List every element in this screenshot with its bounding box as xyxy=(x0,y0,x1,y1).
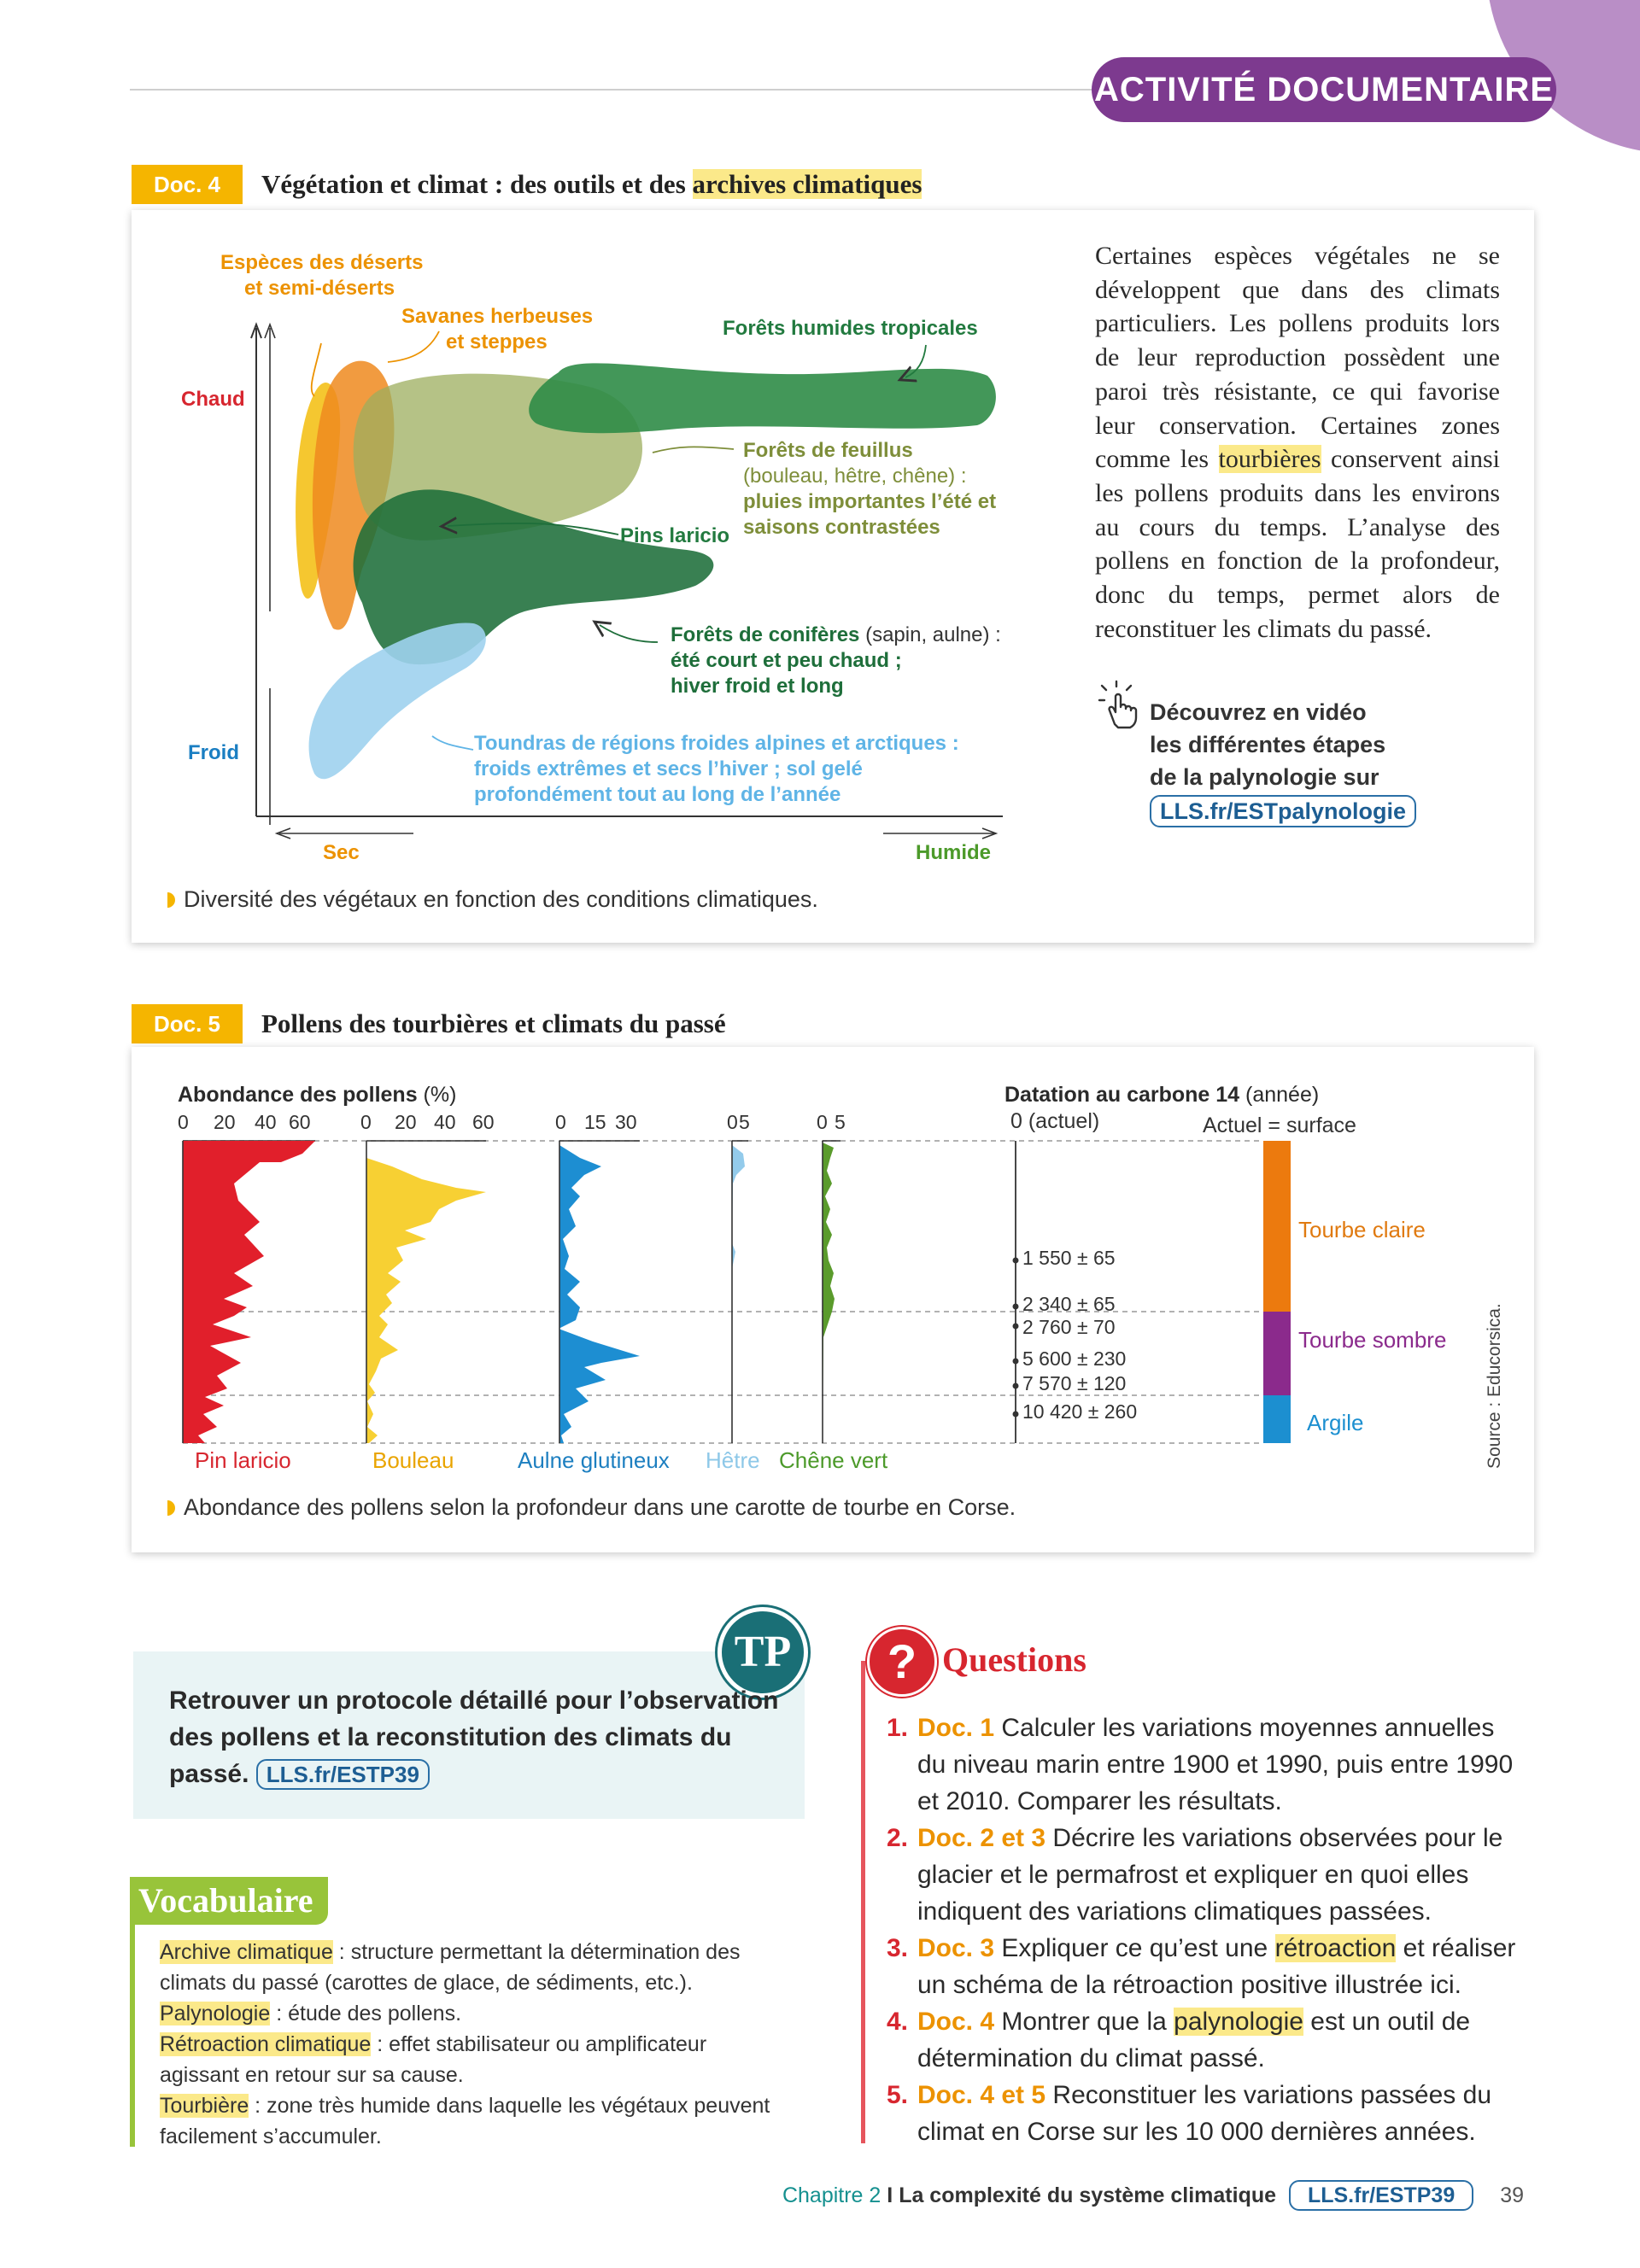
footer-chapter: Chapitre 2 xyxy=(782,2183,882,2207)
species-pin-laricio: Pin laricio xyxy=(195,1447,291,1473)
video-click-icon xyxy=(1098,680,1144,729)
vocab-item: Palynologie : étude des pollens. xyxy=(160,2002,462,2025)
pollen-diagram xyxy=(132,1132,1413,1448)
doc5-caption: Abondance des pollens selon la profondeur dans une carotte de tourbe en Corse. xyxy=(167,1493,1016,1522)
tick-aulne-0: 0 xyxy=(555,1111,566,1133)
vocabulaire-list xyxy=(160,1937,775,2152)
doc4-title: Végétation et climat : des outils et des archives climatiques xyxy=(261,169,922,199)
questions-list xyxy=(887,1710,1529,2150)
label-toundras-1: Toundras de régions froides alpines et arctiques : xyxy=(474,732,959,755)
species-hetre: Hêtre xyxy=(706,1447,760,1473)
pollen-curve-bouleau xyxy=(366,1141,486,1443)
tp-text: Retrouver un protocole détaillé pour l’observation des pollens et la reconstitution des climats du passé. LLS.fr/ESTP39 xyxy=(169,1686,779,1788)
axis-label-sec: Sec xyxy=(323,841,360,864)
palynologie-video-link[interactable]: LLS.fr/ESTpalynologie xyxy=(1150,795,1416,827)
questions-bar xyxy=(861,1661,865,2143)
footer-separator: I xyxy=(887,2183,893,2207)
tick-hetre-0: 0 xyxy=(727,1111,738,1133)
label-savanes-1: Savanes herbeuses xyxy=(401,305,594,328)
tick-pin-40: 40 xyxy=(255,1111,277,1133)
date-2760: 2 760 ± 70 xyxy=(1022,1316,1116,1338)
layer-tourbe-sombre: Tourbe sombre xyxy=(1298,1327,1447,1353)
surface-label: Actuel = surface xyxy=(1203,1114,1356,1137)
doc4-tab: Doc. 4 xyxy=(132,165,243,204)
video-line-2: les différentes étapes xyxy=(1150,732,1386,757)
label-coniferes-1: Forêts de conifères (sapin, aulne) : xyxy=(671,623,1001,646)
tp-link[interactable]: LLS.fr/ESTP39 xyxy=(256,1759,430,1790)
species-chene-vert: Chêne vert xyxy=(779,1447,888,1473)
label-deserts-1: Espèces des déserts xyxy=(220,251,424,274)
video-line-3: de la palynologie sur xyxy=(1150,764,1379,790)
doc4-title-highlight: archives climatiques xyxy=(692,169,922,199)
date-2340: 2 340 ± 65 xyxy=(1022,1293,1116,1315)
page-number: 39 xyxy=(1500,2183,1524,2207)
question-item: 5. Doc. 4 et 5 Reconstituer les variations passées du climat en Corse sur les 10 000 dernières années. xyxy=(887,2081,1492,2146)
vocab-item: Tourbière : zone très humide dans laquelle les végétaux peuvent facilement s’accumuler. xyxy=(160,2094,770,2148)
pollen-curve-pin-laricio xyxy=(183,1141,315,1443)
video-callout xyxy=(1150,696,1416,827)
tick-chene-0: 0 xyxy=(817,1111,828,1133)
label-toundras-2: froids extrêmes et secs l’hiver ; sol gelé xyxy=(474,757,863,780)
date-10420: 10 420 ± 260 xyxy=(1022,1400,1138,1423)
doc5-tab: Doc. 5 xyxy=(132,1004,243,1043)
label-pins-laricio: Pins laricio xyxy=(620,524,730,547)
doc4-caption: Diversité des végétaux en fonction des conditions climatiques. xyxy=(167,885,818,914)
date-5600: 5 600 ± 230 xyxy=(1022,1347,1127,1370)
doc4-paragraph: Certaines espèces végétales ne se développent que dans des climats particuliers. Les pollens produits lors de leur reproduction possèdent une paroi très résistante, ce qui favorise leur conservation. Certaines zones comme les tourbières conservent ainsi les pollens produits dans les environs au cours du temps. L’analyse des pollens en fonction de la profondeur, donc du temps, permet alors de reconstituer les climats du passé. xyxy=(1095,242,1500,643)
species-bouleau: Bouleau xyxy=(372,1447,454,1473)
tick-bouleau-40: 40 xyxy=(434,1111,456,1133)
label-deserts-2: et semi-déserts xyxy=(244,277,395,300)
label-coniferes-3: hiver froid et long xyxy=(671,675,844,698)
label-tropicales: Forêts humides tropicales xyxy=(723,317,978,340)
header-rule xyxy=(130,89,1095,91)
pollen-curve-hetre xyxy=(732,1141,745,1443)
tp-badge: TP xyxy=(718,1607,808,1698)
tick-bouleau-20: 20 xyxy=(395,1111,417,1133)
page-footer xyxy=(782,2180,1524,2211)
tick-pin-60: 60 xyxy=(289,1111,311,1133)
label-coniferes-2: été court et peu chaud ; xyxy=(671,649,902,672)
tick-pin-0: 0 xyxy=(178,1111,189,1133)
tick-aulne-30: 30 xyxy=(615,1111,637,1133)
axis-label-chaud: Chaud xyxy=(181,388,245,411)
layer-tourbe-claire: Tourbe claire xyxy=(1298,1217,1426,1242)
tick-chene-5: 5 xyxy=(835,1111,846,1133)
footer-link[interactable]: LLS.fr/ESTP39 xyxy=(1289,2180,1473,2211)
pollen-curve-chene-vert xyxy=(823,1141,835,1443)
dating-title: Datation au carbone 14 (année) xyxy=(1004,1083,1320,1107)
tick-bouleau-60: 60 xyxy=(472,1111,495,1133)
dating-zero: 0 (actuel) xyxy=(1010,1109,1100,1133)
vocab-item: Rétroaction climatique : effet stabilisateur ou amplificateur agissant en retour sur sa cause. xyxy=(160,2032,707,2087)
question-item: 1. Doc. 1 Calculer les variations moyennes annuelles du niveau marin entre 1900 et 1990, puis entre 1990 et 2010. Comparer les résultats. xyxy=(887,1714,1514,1815)
label-feuillus-3: pluies importantes l’été et xyxy=(743,490,997,513)
abundance-title: Abondance des pollens (%) xyxy=(178,1083,457,1107)
label-feuillus-4: saisons contrastées xyxy=(743,516,940,539)
caption-bullet xyxy=(167,1500,175,1516)
question-item: 4. Doc. 4 Montrer que la palynologie est un outil de détermination du climat passé. xyxy=(887,2008,1471,2072)
footer-chapter-title: La complexité du système climatique xyxy=(899,2183,1277,2207)
shape-tropicales xyxy=(529,363,996,433)
date-7570: 7 570 ± 120 xyxy=(1022,1372,1127,1394)
tick-hetre-5: 5 xyxy=(739,1111,750,1133)
caption-bullet xyxy=(167,892,175,908)
question-mark-icon: ? xyxy=(867,1627,937,1697)
tick-bouleau-0: 0 xyxy=(360,1111,372,1133)
vocabulaire-title: Vocabulaire xyxy=(130,1877,328,1925)
layer-argile: Argile xyxy=(1307,1410,1364,1435)
axis-label-froid: Froid xyxy=(188,741,239,764)
label-feuillus-2: (bouleau, hêtre, chêne) : xyxy=(743,465,967,488)
doc5-title: Pollens des tourbières et climats du passé xyxy=(261,1008,726,1038)
doc4-keyword-tourbieres: tourbières xyxy=(1218,445,1321,474)
species-aulne-glutineux: Aulne glutineux xyxy=(518,1447,670,1473)
label-feuillus-1: Forêts de feuillus xyxy=(743,439,913,462)
date-1550: 1 550 ± 65 xyxy=(1022,1247,1116,1269)
tick-pin-20: 20 xyxy=(214,1111,236,1133)
label-toundras-3: profondément tout au long de l’année xyxy=(474,783,841,806)
axis-label-humide: Humide xyxy=(916,841,992,864)
shape-toundras xyxy=(309,623,486,779)
tick-aulne-15: 15 xyxy=(584,1111,606,1133)
label-savanes-2: et steppes xyxy=(446,330,548,354)
video-line-1: Découvrez en vidéo xyxy=(1150,699,1367,725)
question-item: 3. Doc. 3 Expliquer ce qu’est une rétroaction et réaliser un schéma de la rétroaction positive illustrée ici. xyxy=(887,1934,1516,1999)
activity-badge: ACTIVITÉ DOCUMENTAIRE xyxy=(1092,57,1556,122)
vocabulaire-bar xyxy=(130,1925,135,2147)
question-item: 2. Doc. 2 et 3 Décrire les variations observées pour le glacier et le permafrost et expliquer en quoi elles indiquent des variations climatiques passées. xyxy=(887,1824,1503,1926)
pollen-curve-aulne xyxy=(559,1141,640,1443)
questions-title: Questions xyxy=(942,1640,1086,1679)
vocab-item: Archive climatique : structure permettant la détermination des climats du passé (carottes de glace, de sédiments, etc.). xyxy=(160,1940,741,1995)
